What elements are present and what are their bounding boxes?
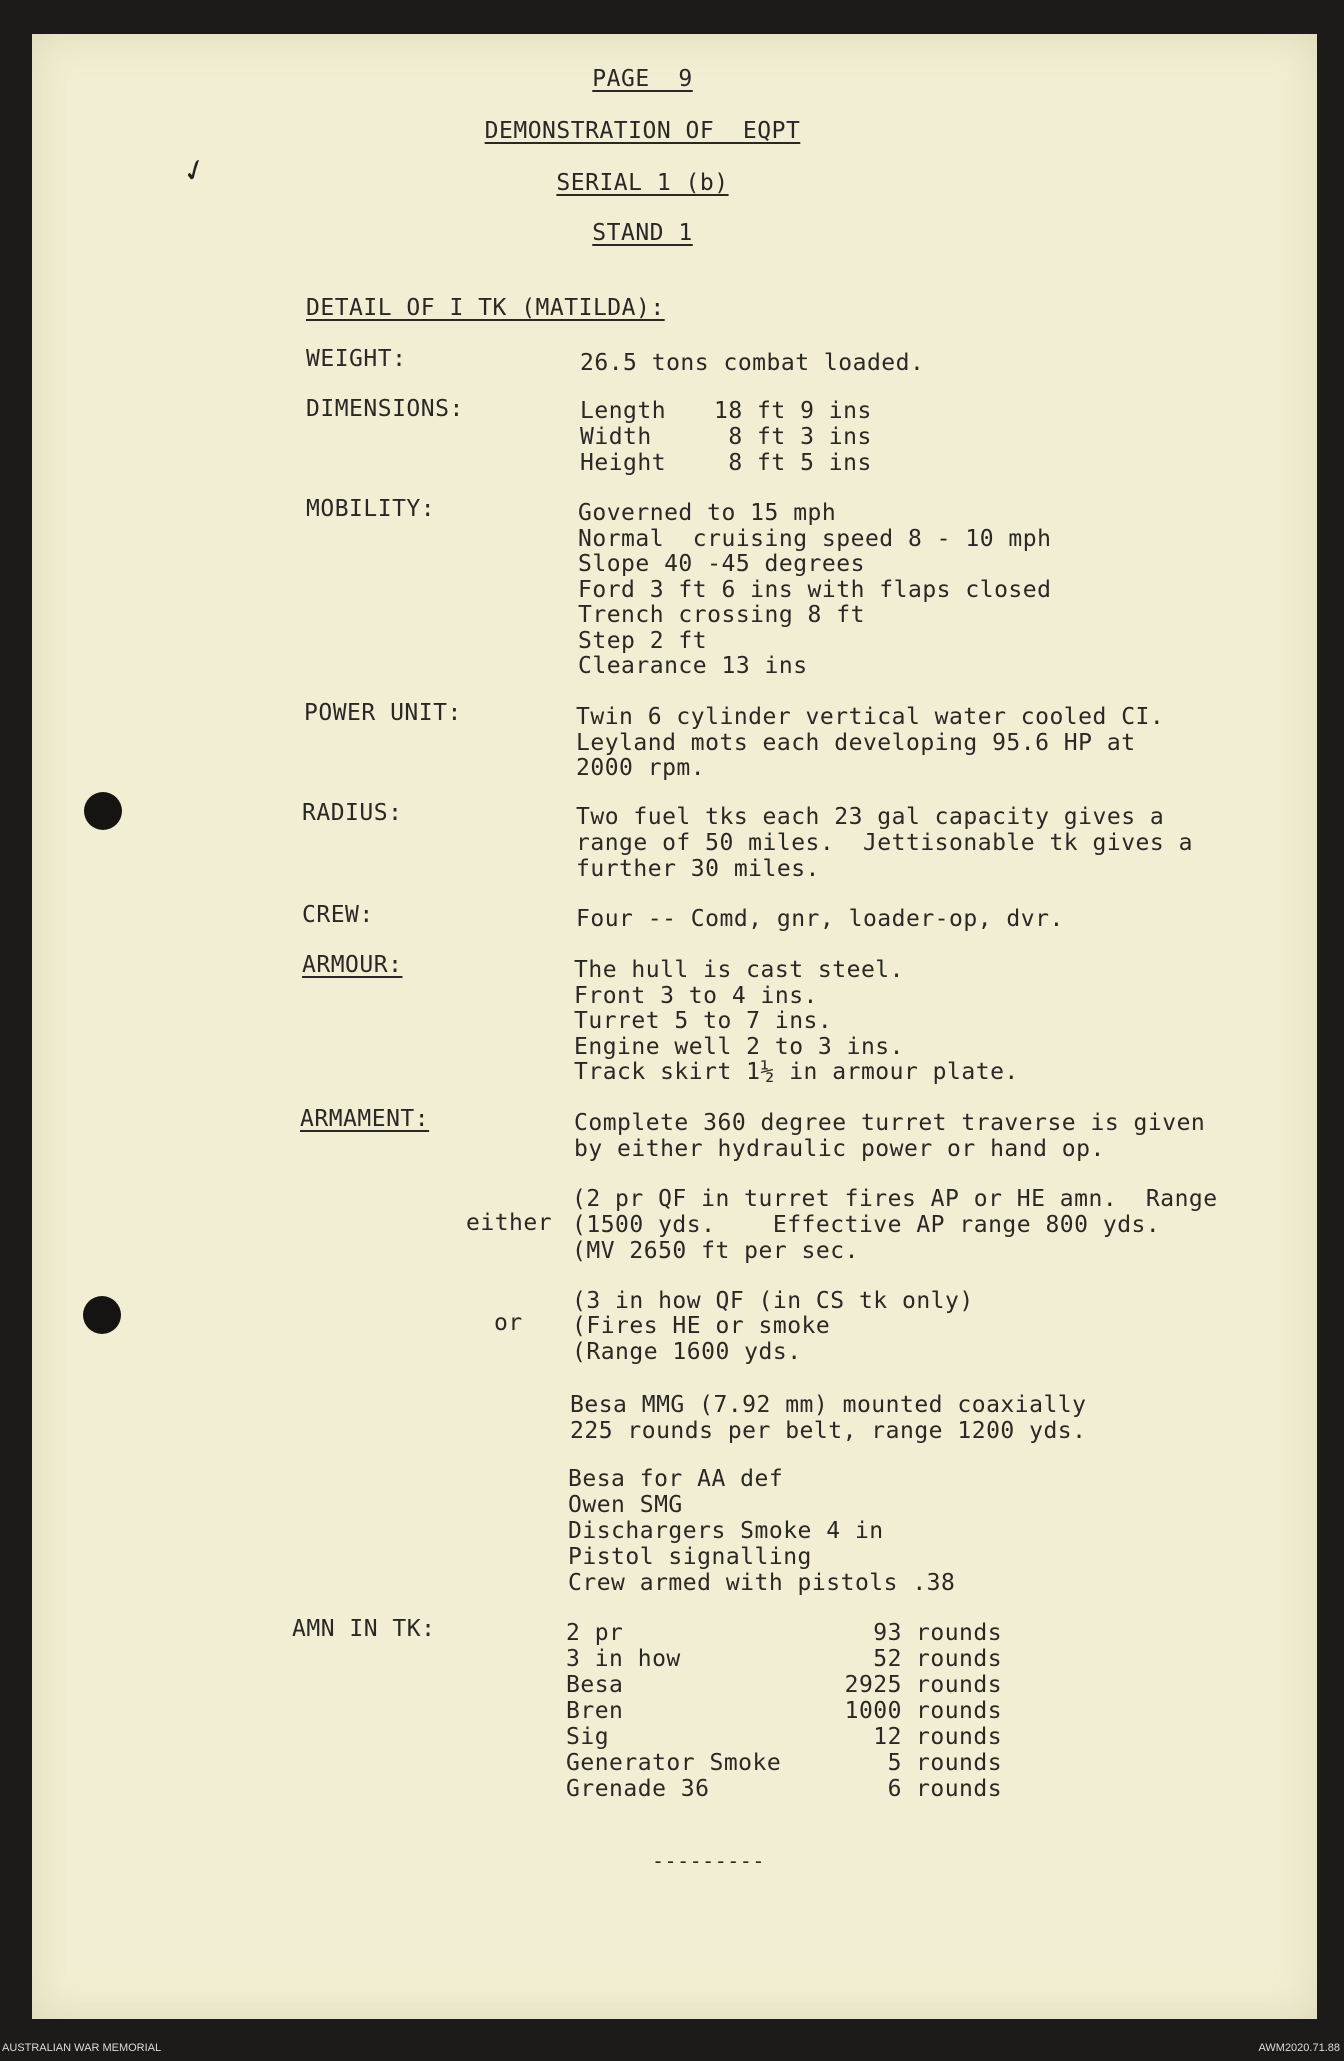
power-unit-line: Twin 6 cylinder vertical water cooled CI. (576, 704, 1165, 730)
armour-line: Turret 5 to 7 ins. (574, 1008, 833, 1034)
or-line: (Fires HE or smoke (572, 1313, 831, 1339)
amn-unit: rounds (916, 1672, 1003, 1698)
besa-line: 225 rounds per belt, range 1200 yds. (570, 1418, 1087, 1444)
end-rule: --------- (652, 1849, 765, 1873)
stand-heading: STAND 1 (592, 220, 693, 246)
mobility-label: MOBILITY: (306, 496, 436, 522)
mobility-line: Governed to 15 mph (578, 500, 837, 526)
detail-heading: DETAIL OF I TK (MATILDA): (306, 295, 665, 321)
armament-line: Complete 360 degree turret traverse is given (574, 1110, 1206, 1136)
armour-line: Engine well 2 to 3 ins. (574, 1034, 904, 1060)
amn-unit: rounds (916, 1620, 1003, 1646)
other-weapon-line: Besa for AA def (568, 1466, 784, 1492)
amn-qty: 5 (887, 1750, 902, 1776)
either-line: (1500 yds. Effective AP range 800 yds. (572, 1212, 1161, 1238)
weight-value: 26.5 tons combat loaded. (580, 350, 925, 376)
or-line: (3 in how QF (in CS tk only) (572, 1288, 974, 1314)
armament-label: ARMAMENT: (300, 1106, 430, 1132)
amn-item: Generator Smoke (566, 1750, 782, 1776)
amn-item: 3 in how (566, 1646, 681, 1672)
footer-accession-number: AWM2020.71.88 (1258, 2042, 1340, 2054)
amn-label: AMN IN TK: (292, 1616, 436, 1642)
amn-qty: 1000 (844, 1698, 902, 1724)
mobility-line: Trench crossing 8 ft (578, 602, 865, 628)
or-line: (Range 1600 yds. (572, 1339, 802, 1365)
page-number: PAGE 9 (592, 66, 693, 92)
amn-item: Besa (566, 1672, 624, 1698)
amn-qty: 93 (873, 1620, 902, 1646)
radius-line: Two fuel tks each 23 gal capacity gives a (576, 804, 1165, 830)
amn-unit: rounds (916, 1750, 1003, 1776)
dimension-value: 8 ft 5 ins (714, 450, 872, 476)
amn-qty: 2925 (844, 1672, 902, 1698)
handwritten-mark: ✓ (177, 147, 211, 193)
power-unit-label: POWER UNIT: (304, 700, 462, 726)
crew-value: Four -- Comd, gnr, loader-op, dvr. (576, 906, 1064, 932)
amn-item: Grenade 36 (566, 1776, 710, 1802)
other-weapon-line: Owen SMG (568, 1492, 683, 1518)
either-line: (MV 2650 ft per sec. (572, 1238, 859, 1264)
amn-item: Bren (566, 1698, 624, 1724)
dimension-value: 8 ft 3 ins (714, 424, 872, 450)
power-unit-line: 2000 rpm. (576, 755, 706, 781)
weight-label: WEIGHT: (306, 346, 407, 372)
punch-hole-top (84, 792, 122, 830)
either-label: either (466, 1210, 553, 1236)
radius-line: further 30 miles. (576, 856, 820, 882)
armour-line: Front 3 to 4 ins. (574, 983, 818, 1009)
armour-label: ARMOUR: (302, 952, 403, 978)
crew-label: CREW: (302, 902, 374, 928)
besa-line: Besa MMG (7.92 mm) mounted coaxially (570, 1392, 1087, 1418)
document-title: DEMONSTRATION OF EQPT (484, 118, 801, 144)
amn-item: 2 pr (566, 1620, 624, 1646)
amn-unit: rounds (916, 1698, 1003, 1724)
radius-label: RADIUS: (302, 800, 403, 826)
other-weapon-line: Dischargers Smoke 4 in (568, 1518, 884, 1544)
or-label: or (494, 1310, 523, 1336)
footer-institution: AUSTRALIAN WAR MEMORIAL (2, 2042, 162, 2054)
amn-qty: 12 (873, 1724, 902, 1750)
dimension-name: Length (580, 398, 667, 424)
either-line: (2 pr QF in turret fires AP or HE amn. Range (572, 1186, 1218, 1212)
power-unit-line: Leyland mots each developing 95.6 HP at (576, 730, 1136, 756)
amn-qty: 6 (887, 1776, 902, 1802)
serial-heading: SERIAL 1 (b) (556, 170, 729, 196)
mobility-line: Slope 40 -45 degrees (578, 551, 865, 577)
amn-unit: rounds (916, 1724, 1003, 1750)
mobility-line: Clearance 13 ins (578, 653, 808, 679)
mobility-line: Normal cruising speed 8 - 10 mph (578, 526, 1052, 552)
dimensions-label: DIMENSIONS: (306, 396, 464, 422)
amn-item: Sig (566, 1724, 610, 1750)
other-weapon-line: Crew armed with pistols .38 (568, 1570, 956, 1596)
dimension-name: Width (580, 424, 652, 450)
amn-unit: rounds (916, 1646, 1003, 1672)
dimension-value: 18 ft 9 ins (714, 398, 872, 424)
amn-qty: 52 (873, 1646, 902, 1672)
dimension-name: Height (580, 450, 667, 476)
armour-line: The hull is cast steel. (574, 957, 904, 983)
armour-line: Track skirt 1½ in armour plate. (574, 1059, 1019, 1085)
other-weapon-line: Pistol signalling (568, 1544, 812, 1570)
mobility-line: Step 2 ft (578, 628, 708, 654)
armament-line: by either hydraulic power or hand op. (574, 1136, 1105, 1162)
mobility-line: Ford 3 ft 6 ins with flaps closed (578, 577, 1052, 603)
amn-unit: rounds (916, 1776, 1003, 1802)
punch-hole-bottom (83, 1296, 121, 1334)
radius-line: range of 50 miles. Jettisonable tk gives a (576, 830, 1193, 856)
